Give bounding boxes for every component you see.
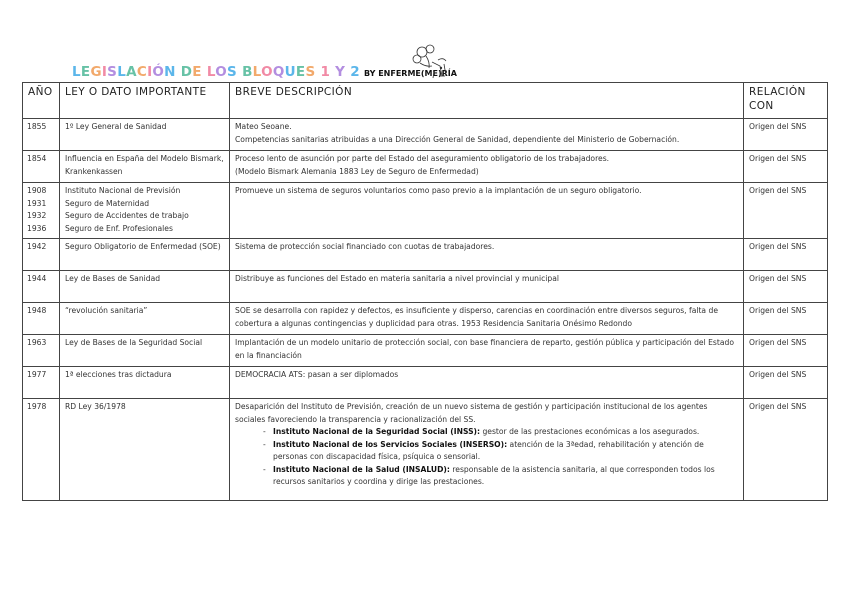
list-item bbox=[273, 426, 738, 439]
law-line: Seguro de Enf. Profesionales bbox=[65, 223, 173, 233]
cell-law: RD Ley 36/1978 bbox=[60, 399, 230, 501]
title-letter: O bbox=[261, 64, 273, 80]
cell-year: 1942 bbox=[23, 239, 60, 271]
title-letter: Ó bbox=[152, 64, 165, 80]
table-row bbox=[23, 367, 828, 399]
description-line: Desaparición del Instituto de Previsión, creación de un nuevo sistema de gestión y participación institucional de los agentes sociales favoreciendo la transparencia y racionalización del SS. bbox=[235, 402, 708, 424]
title-letter: L bbox=[252, 64, 262, 80]
title-letter: E bbox=[80, 64, 91, 80]
table-row bbox=[23, 303, 828, 335]
table-row bbox=[23, 119, 828, 151]
cell-description bbox=[230, 119, 744, 151]
description-line: Competencias sanitarias atribuidas a una Dirección General de Sanidad, dependiente del Ministerio de Gobernación. bbox=[235, 134, 680, 144]
title-letter: S bbox=[305, 64, 316, 80]
title-text bbox=[72, 64, 360, 80]
title-letter: I bbox=[147, 64, 153, 80]
cell-year: 1854 bbox=[23, 151, 60, 183]
title-letter: E bbox=[295, 64, 306, 80]
cell-law: Influencia en España del Modelo Bismark, Krankenkassen bbox=[60, 151, 230, 183]
cell-year bbox=[23, 183, 60, 239]
header-law: LEY O DATO IMPORTANTE bbox=[60, 83, 230, 119]
title-letter: L bbox=[117, 64, 127, 80]
cell-year: 1977 bbox=[23, 367, 60, 399]
title-letter: L bbox=[72, 64, 81, 80]
title-letter: U bbox=[284, 64, 296, 80]
title-letter: Y bbox=[335, 64, 346, 80]
cell-relation: Origen del SNS bbox=[744, 119, 828, 151]
institute-role: responsable de la asistencia sanitaria, al que corresponden todos los recursos sanitarios y coordina y dirige las prestaciones. bbox=[273, 464, 715, 486]
cell-description: Distribuye as funciones del Estado en materia sanitaria a nivel provincial y municipal bbox=[230, 271, 744, 303]
cell-law: 1ª elecciones tras dictadura bbox=[60, 367, 230, 399]
year-line: 1936 bbox=[27, 223, 47, 233]
title-letter: G bbox=[90, 64, 102, 80]
cell-relation: Origen del SNS bbox=[744, 183, 828, 239]
cell-relation: Origen del SNS bbox=[744, 271, 828, 303]
cell-relation: Origen del SNS bbox=[744, 367, 828, 399]
description-line: Promueve un sistema de seguros voluntarios como paso previo a la implantación de un seguro obligatorio. bbox=[235, 186, 642, 195]
table-row bbox=[23, 239, 828, 271]
cell-law: “revolución sanitaria” bbox=[60, 303, 230, 335]
title-letter: A bbox=[126, 64, 137, 80]
title-letter: E bbox=[192, 64, 202, 80]
cell-law: Ley de Bases de Sanidad bbox=[60, 271, 230, 303]
title-letter: 2 bbox=[350, 64, 360, 80]
title-letter: N bbox=[164, 64, 176, 80]
title-letter: S bbox=[227, 64, 238, 80]
year-line: 1908 bbox=[27, 186, 47, 195]
title-letter: O bbox=[215, 64, 228, 80]
table-row bbox=[23, 335, 828, 367]
header-year: AÑO bbox=[23, 83, 60, 119]
title-letter: 1 bbox=[320, 64, 331, 80]
law-line: Seguro de Maternidad bbox=[65, 198, 150, 208]
description-line: (Modelo Bismark Alemania 1883 Ley de Seguro de Enfermedad) bbox=[235, 166, 479, 176]
description-line: Mateo Seoane. bbox=[235, 122, 292, 131]
title-letter: C bbox=[136, 64, 148, 80]
year-line: 1931 bbox=[27, 198, 47, 208]
cell-description bbox=[230, 151, 744, 183]
title-byline: BY ENFERME(ME)RÍA bbox=[363, 69, 457, 78]
law-line: Instituto Nacional de Previsión bbox=[65, 186, 181, 195]
cell-year: 1963 bbox=[23, 335, 60, 367]
table-row bbox=[23, 271, 828, 303]
table-row bbox=[23, 183, 828, 239]
title-letter: S bbox=[107, 64, 118, 80]
cell-description: Sistema de protección social financiado con cuotas de trabajadores. bbox=[230, 239, 744, 271]
title-letter: B bbox=[242, 64, 253, 80]
year-line: 1932 bbox=[27, 211, 47, 220]
cell-relation: Origen del SNS bbox=[744, 151, 828, 183]
institute-name: Instituto Nacional de la Salud (INSALUD): bbox=[273, 464, 450, 474]
cell-year: 1944 bbox=[23, 271, 60, 303]
cell-year: 1948 bbox=[23, 303, 60, 335]
title-letter: I bbox=[101, 64, 108, 80]
legislation-table bbox=[22, 82, 828, 501]
cell-relation: Origen del SNS bbox=[744, 239, 828, 271]
header-relation: RELACIÓN CON bbox=[744, 83, 828, 119]
cell-description bbox=[230, 399, 744, 501]
institute-role: atención de la 3ªedad, rehabilitación y atención de personas con discapacidad física, psíquica o sensorial. bbox=[273, 439, 704, 461]
cell-description: DEMOCRACIA ATS: pasan a ser diplomados bbox=[230, 367, 744, 399]
cell-description: Implantación de un modelo unitario de protección social, con base financiera de reparto, gestión pública y participación del Estado en la financiación bbox=[230, 335, 744, 367]
institute-name: Instituto Nacional de la Seguridad Social (INSS): bbox=[273, 427, 481, 436]
cell-year: 1855 bbox=[23, 119, 60, 151]
table-row bbox=[23, 399, 828, 501]
cell-law bbox=[60, 183, 230, 239]
law-line: Seguro de Accidentes de trabajo bbox=[65, 211, 189, 220]
table-header-row bbox=[23, 83, 828, 119]
title-letter: Q bbox=[272, 64, 285, 80]
title-letter: L bbox=[206, 64, 216, 80]
header-description: BREVE DESCRIPCIÓN bbox=[230, 83, 744, 119]
table-row bbox=[23, 151, 828, 183]
description-line: Proceso lento de asunción por parte del Estado del aseguramiento obligatorio de los trabajadores. bbox=[235, 154, 610, 163]
cell-law: 1º Ley General de Sanidad bbox=[60, 119, 230, 151]
document-title bbox=[72, 64, 457, 80]
institutes-list bbox=[235, 426, 738, 489]
cell-relation: Origen del SNS bbox=[744, 303, 828, 335]
list-item bbox=[273, 439, 738, 464]
cell-year: 1978 bbox=[23, 399, 60, 501]
cell-description: SOE se desarrolla con rapidez y defectos, es insuficiente y disperso, carencias en coordinación entre diversos seguros, falta de cobertura a algunas contingencias y duplicidad para otras. 1953 Residencia Sanitaria Onésimo Redondo bbox=[230, 303, 744, 335]
title-letter: D bbox=[180, 64, 193, 80]
cell-relation: Origen del SNS bbox=[744, 399, 828, 501]
list-item bbox=[273, 464, 738, 489]
institute-name: Instituto Nacional de los Servicios Sociales (INSERSO): bbox=[273, 439, 508, 449]
cell-description bbox=[230, 183, 744, 239]
cell-relation: Origen del SNS bbox=[744, 335, 828, 367]
institute-role: gestor de las prestaciones económicas a los asegurados. bbox=[480, 427, 700, 436]
cell-law: Ley de Bases de la Seguridad Social bbox=[60, 335, 230, 367]
nurse-doodle-icon bbox=[408, 42, 454, 80]
cell-law: Seguro Obligatorio de Enfermedad (SOE) bbox=[60, 239, 230, 271]
